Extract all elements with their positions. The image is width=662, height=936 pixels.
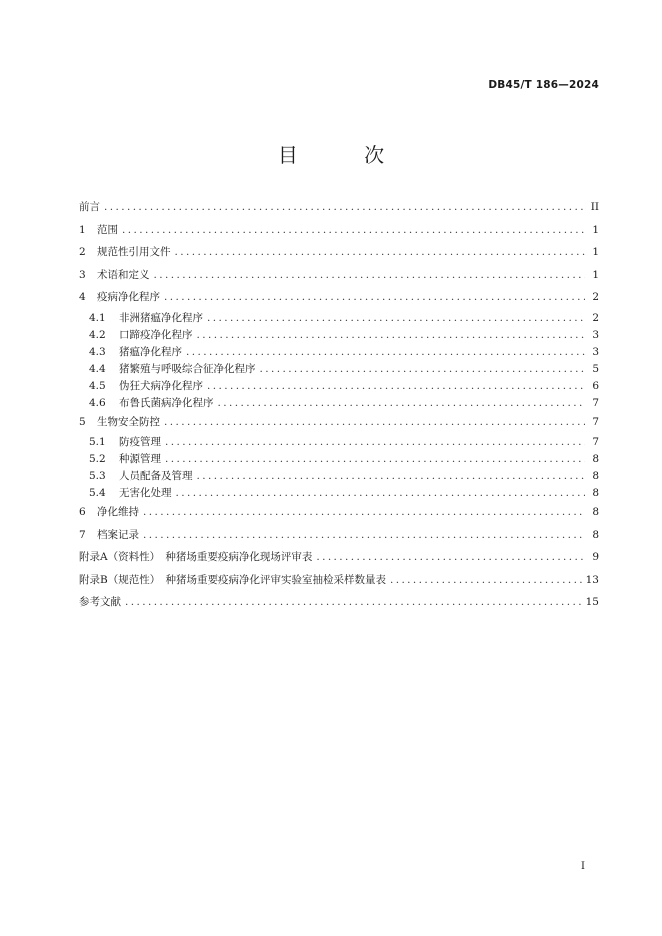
toc-entry-title: 规范性引用文件 bbox=[97, 246, 171, 258]
toc-entry-number: 7 bbox=[79, 528, 86, 541]
toc-entry-title: 范围 bbox=[97, 223, 118, 236]
toc-entry-page: 6 bbox=[592, 379, 599, 392]
toc-dot-leader bbox=[164, 292, 585, 303]
toc-entry-page: 8 bbox=[592, 506, 599, 518]
toc-entry[interactable] bbox=[79, 595, 599, 618]
toc-dot-leader bbox=[165, 454, 585, 465]
toc-entry-page: 1 bbox=[592, 246, 599, 258]
toc-entry-title: 参考文献 bbox=[79, 596, 121, 608]
toc-dot-leader bbox=[143, 530, 585, 541]
toc-entry[interactable] bbox=[79, 454, 599, 471]
toc-entry-number: 4.2 bbox=[89, 328, 106, 341]
toc-entry[interactable] bbox=[79, 505, 599, 528]
toc-dot-leader bbox=[122, 225, 585, 236]
toc-entry[interactable] bbox=[79, 268, 599, 291]
toc-entry-number: 5.1 bbox=[89, 436, 106, 448]
toc-entry-number: 4 bbox=[79, 291, 86, 303]
toc-dot-leader bbox=[260, 364, 586, 375]
toc-entry-number: 5 bbox=[79, 415, 86, 428]
toc-entry-number: 4.3 bbox=[89, 345, 106, 358]
toc-entry-page: II bbox=[590, 201, 599, 213]
toc-entry[interactable] bbox=[79, 330, 599, 347]
toc-entry-title: 种源管理 bbox=[119, 453, 161, 465]
toc-entry[interactable] bbox=[79, 223, 599, 246]
toc-dot-leader bbox=[165, 437, 585, 448]
toc-entry[interactable] bbox=[79, 573, 599, 596]
toc-entry-page: 5 bbox=[592, 362, 599, 375]
toc-entry-title: 附录A（资料性） 种猪场重要疫病净化现场评审表 bbox=[79, 551, 313, 563]
document-code: DB45/T 186—2024 bbox=[488, 79, 599, 91]
toc-entry-page: 3 bbox=[592, 345, 599, 358]
toc-entry-page: 9 bbox=[592, 551, 599, 563]
toc-entry-page: 2 bbox=[592, 291, 599, 303]
toc-entry-title: 净化维持 bbox=[97, 506, 139, 518]
toc-entry-title: 猪瘟净化程序 bbox=[119, 345, 182, 358]
toc-entry-number: 5.3 bbox=[89, 470, 106, 482]
page-number: I bbox=[581, 861, 585, 872]
toc-entry-title: 布鲁氏菌病净化程序 bbox=[119, 396, 214, 409]
toc-entry-number: 4.5 bbox=[89, 379, 106, 392]
toc-entry-number: 5.4 bbox=[89, 487, 106, 499]
toc-entry-page: 3 bbox=[592, 328, 599, 341]
toc-entry-page: 2 bbox=[592, 311, 599, 324]
toc-entry-number: 6 bbox=[79, 506, 86, 518]
toc-dot-leader bbox=[218, 398, 586, 409]
toc-entry-number: 3 bbox=[79, 268, 86, 281]
toc-entry-number: 5.2 bbox=[89, 453, 106, 465]
toc-entry[interactable] bbox=[79, 381, 599, 398]
toc-entry[interactable] bbox=[79, 364, 599, 381]
toc-entry[interactable] bbox=[79, 398, 599, 415]
toc-dot-leader bbox=[104, 202, 585, 213]
toc-entry-number: 2 bbox=[79, 246, 86, 258]
toc-entry-page: 8 bbox=[592, 528, 599, 541]
toc-entry-page: 1 bbox=[592, 223, 599, 236]
toc-entry-page: 8 bbox=[592, 470, 599, 482]
toc-dot-leader bbox=[164, 417, 585, 428]
toc-entry-title: 档案记录 bbox=[97, 528, 139, 541]
toc-entry-number: 4.4 bbox=[89, 362, 106, 375]
toc-entry-title: 术语和定义 bbox=[97, 268, 150, 281]
toc-dot-leader bbox=[154, 270, 586, 281]
toc-entry-page: 7 bbox=[592, 436, 599, 448]
toc-entry[interactable] bbox=[79, 488, 599, 505]
toc-dot-leader bbox=[197, 471, 586, 482]
toc-entry-page: 15 bbox=[585, 596, 599, 608]
toc-dot-leader bbox=[186, 347, 585, 358]
toc-entry-title: 口蹄疫净化程序 bbox=[119, 328, 193, 341]
toc-entry-title: 无害化处理 bbox=[119, 487, 172, 499]
toc-entry[interactable] bbox=[79, 550, 599, 573]
table-of-contents bbox=[79, 200, 599, 618]
toc-entry[interactable] bbox=[79, 528, 599, 551]
toc-entry[interactable] bbox=[79, 290, 599, 313]
toc-entry-page: 13 bbox=[585, 573, 599, 586]
toc-entry-page: 7 bbox=[592, 396, 599, 409]
toc-entry[interactable] bbox=[79, 471, 599, 488]
toc-entry-title: 伪狂犬病净化程序 bbox=[119, 379, 203, 392]
toc-entry-title: 前言 bbox=[79, 201, 100, 213]
toc-dot-leader bbox=[176, 488, 586, 499]
toc-entry-number: 4.6 bbox=[89, 396, 106, 409]
toc-dot-leader bbox=[175, 247, 586, 258]
page-title: 目 次 bbox=[277, 143, 415, 167]
toc-dot-leader bbox=[125, 597, 582, 608]
toc-entry-title: 疫病净化程序 bbox=[97, 291, 160, 303]
toc-dot-leader bbox=[390, 575, 582, 586]
toc-dot-leader bbox=[143, 507, 585, 518]
toc-entry[interactable] bbox=[79, 200, 599, 223]
toc-entry[interactable] bbox=[79, 313, 599, 330]
toc-entry-number: 1 bbox=[79, 223, 86, 236]
toc-entry[interactable] bbox=[79, 245, 599, 268]
toc-entry[interactable] bbox=[79, 415, 599, 438]
toc-entry-title: 猪繁殖与呼吸综合征净化程序 bbox=[119, 362, 256, 375]
toc-entry-title: 生物安全防控 bbox=[97, 415, 160, 428]
toc-entry[interactable] bbox=[79, 347, 599, 364]
toc-entry-title: 防疫管理 bbox=[119, 436, 161, 448]
toc-entry-title: 附录B（规范性） 种猪场重要疫病净化评审实验室抽检采样数量表 bbox=[79, 573, 386, 586]
toc-entry-title: 人员配备及管理 bbox=[119, 470, 193, 482]
toc-entry-page: 7 bbox=[592, 415, 599, 428]
toc-entry-page: 1 bbox=[592, 268, 599, 281]
toc-entry-number: 4.1 bbox=[89, 311, 106, 324]
toc-entry[interactable] bbox=[79, 437, 599, 454]
toc-entry-title: 非洲猪瘟净化程序 bbox=[119, 311, 203, 324]
toc-dot-leader bbox=[197, 330, 586, 341]
toc-dot-leader bbox=[316, 552, 585, 563]
toc-dot-leader bbox=[207, 381, 585, 392]
toc-entry-page: 8 bbox=[592, 453, 599, 465]
toc-dot-leader bbox=[207, 313, 585, 324]
toc-entry-page: 8 bbox=[592, 487, 599, 499]
